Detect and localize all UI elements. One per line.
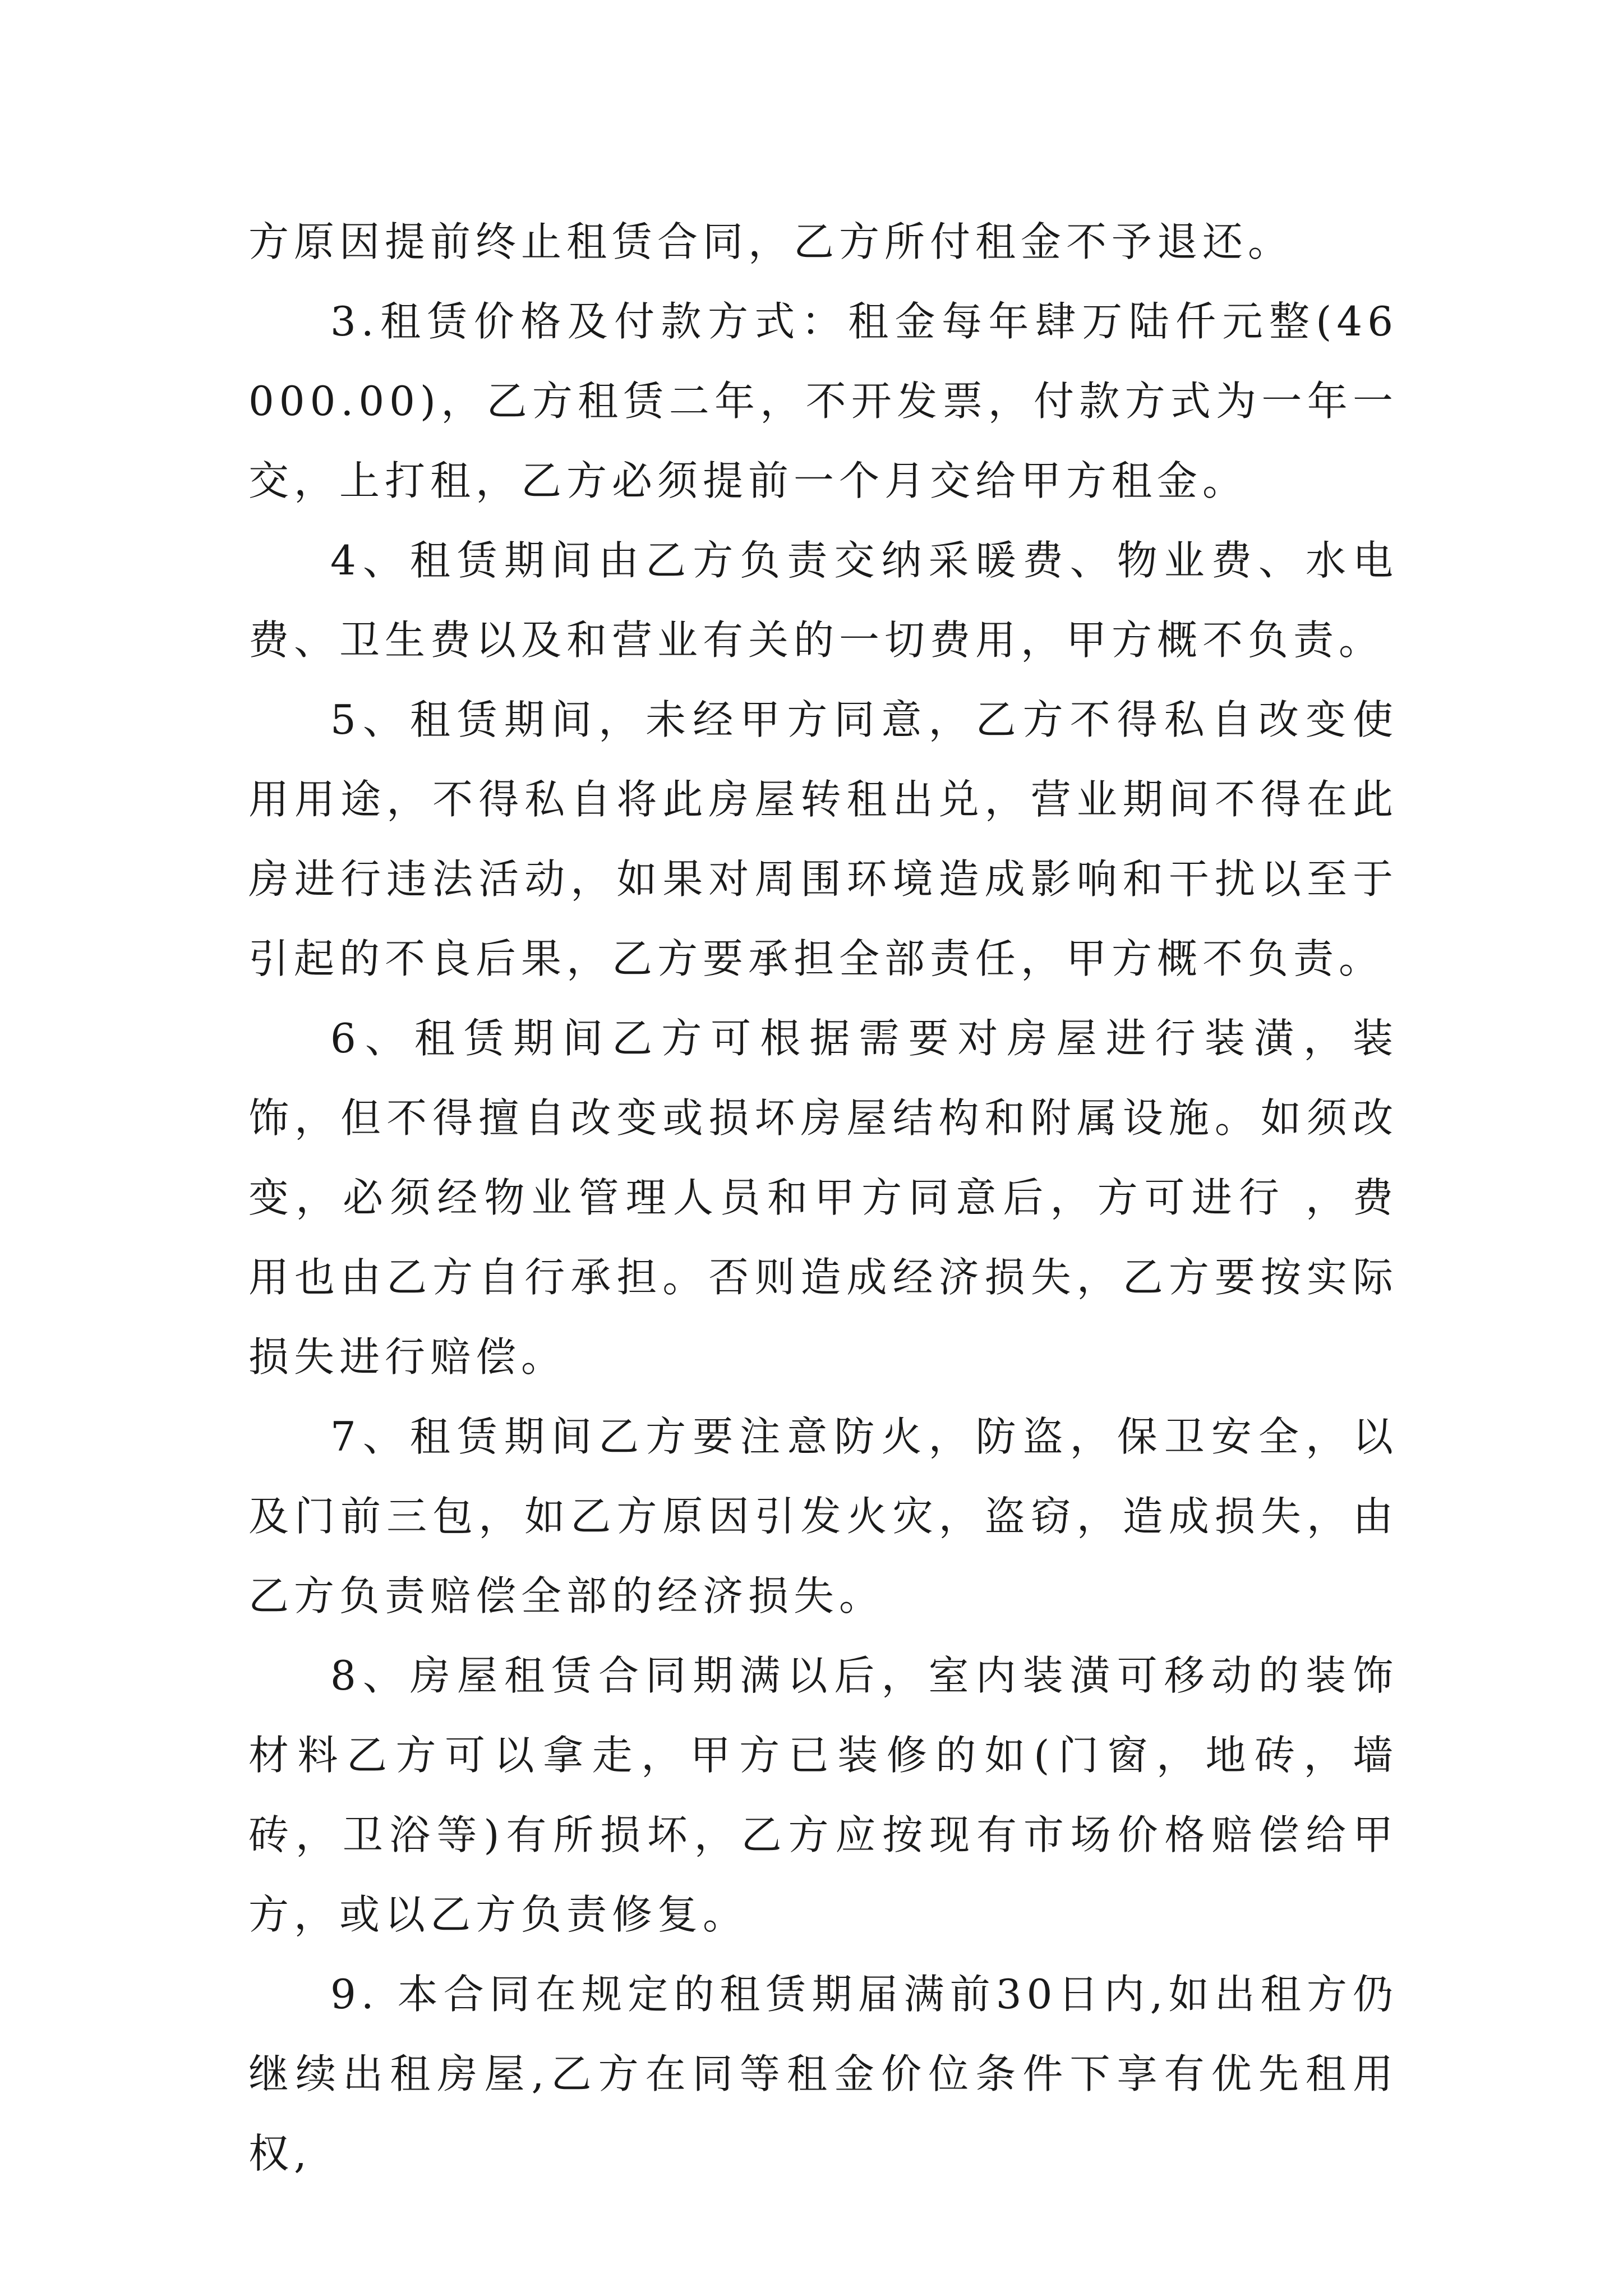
clause-7-safety: 7、租赁期间乙方要注意防火，防盗，保卫安全，以及门前三包，如乙方原因引发火灾，盗窃，造成损失，由乙方负责赔偿全部的经济损失。 bbox=[248, 1413, 1398, 1619]
clause-8-expiry: 8、房屋租赁合同期满以后，室内装潢可移动的装饰材料乙方可以拿走，甲方已装修的如(门窗，地砖，墙砖，卫浴等)有所损坏，乙方应按现有市场价格赔偿给甲方，或以乙方负责修复。 bbox=[248, 1652, 1398, 1938]
clause-3-rent-price: 3.租赁价格及付款方式：租金每年肆万陆仟元整(46000.00)，乙方租赁二年，不开发票，付款方式为一年一交，上打租，乙方必须提前一个月交给甲方租金。 bbox=[248, 298, 1398, 504]
clause-6-decoration: 6、租赁期间乙方可根据需要对房屋进行装潢，装饰，但不得擅自改变或损坏房屋结构和附属设施。如须改变，必须经物业管理人员和甲方同意后，方可进行 ，费用也由乙方自行承担。否则造成经济损失，乙方要按实际损失进行赔偿。 bbox=[248, 1015, 1398, 1381]
clause-4-fees: 4、租赁期间由乙方负责交纳采暖费、物业费、水电费、卫生费以及和营业有关的一切费用，甲方概不负责。 bbox=[248, 537, 1398, 664]
contract-body bbox=[248, 202, 1398, 2193]
paragraph-continuation: 方原因提前终止租赁合同，乙方所付租金不予退还。 bbox=[248, 218, 1294, 265]
clause-9-renewal: 9. 本合同在规定的租赁期届满前30日内,如出租方仍继续出租房屋,乙方在同等租金价位条件下享有优先租用权, bbox=[248, 1971, 1398, 2177]
clause-5-usage: 5、租赁期间，未经甲方同意，乙方不得私自改变使用用途，不得私自将此房屋转租出兑，营业期间不得在此房进行违法活动，如果对周围环境造成影响和干扰以至于引起的不良后果，乙方要承担全部责任，甲方概不负责。 bbox=[248, 696, 1398, 982]
